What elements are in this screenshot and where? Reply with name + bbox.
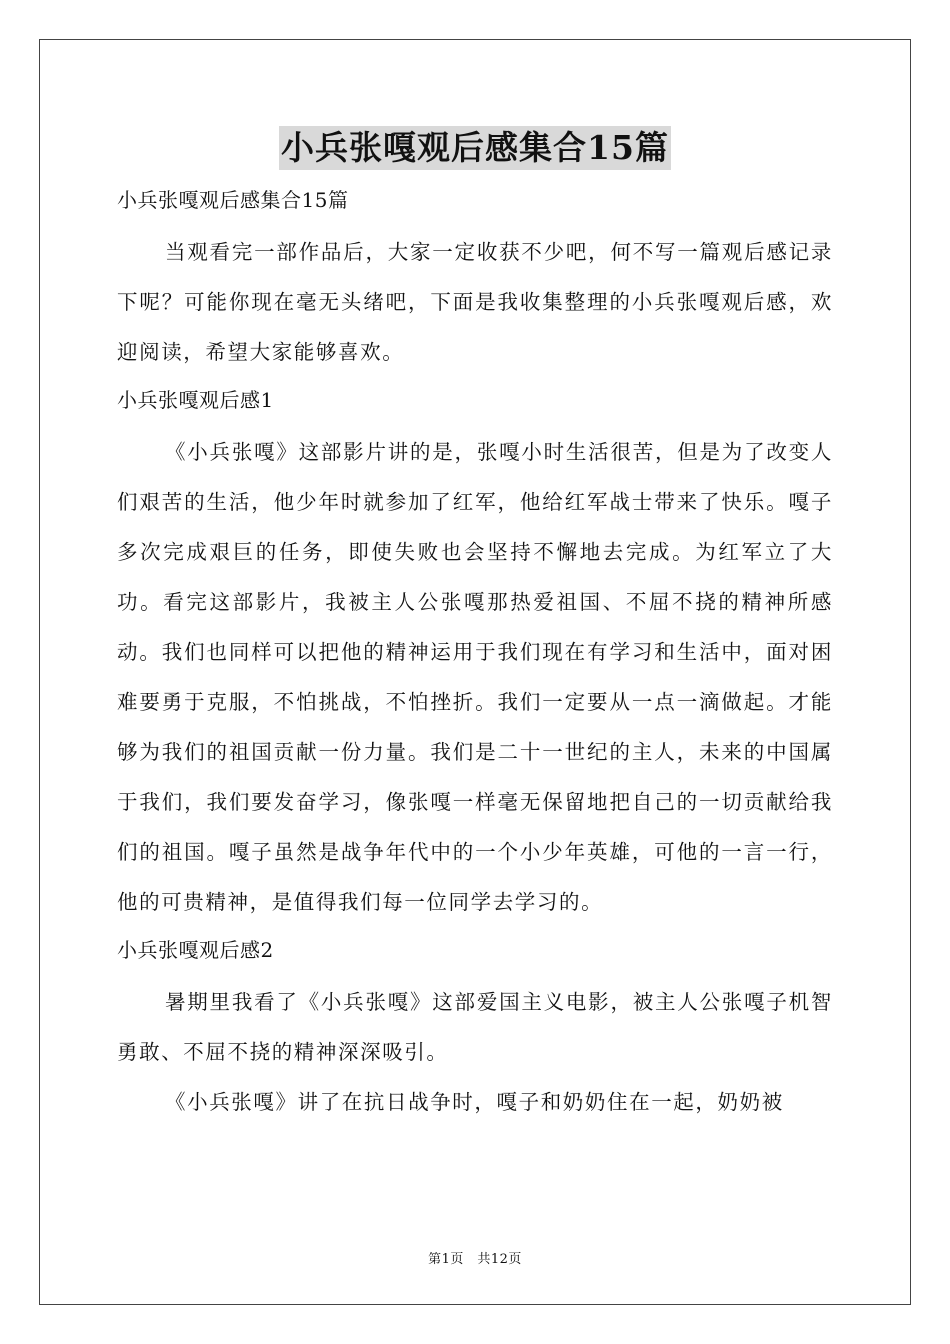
- intro-paragraph: 当观看完一部作品后，大家一定收获不少吧，何不写一篇观后感记录下呢？可能你现在毫无头绪吧，下面是我收集整理的小兵张嘎观后感，欢迎阅读，希望大家能够喜欢。: [117, 240, 833, 364]
- title-wrap: [0, 126, 950, 170]
- document-body: [117, 183, 833, 1127]
- page-footer: 第1页 共12页: [428, 1252, 522, 1267]
- section-2-paragraph-2: 《小兵张嘎》讲了在抗日战争时，嘎子和奶奶住在一起，奶奶被: [165, 1090, 784, 1114]
- document-subtitle: 小兵张嘎观后感集合15篇: [117, 188, 349, 212]
- section-2-paragraph-1: 暑期里我看了《小兵张嘎》这部爱国主义电影，被主人公张嘎子机智勇敢、不屈不挠的精神深深吸引。: [117, 990, 833, 1064]
- section-heading-2: 小兵张嘎观后感2: [117, 938, 274, 962]
- section-1-paragraph-1: 《小兵张嘎》这部影片讲的是，张嘎小时生活很苦，但是为了改变人们艰苦的生活，他少年时就参加了红军，他给红军战士带来了快乐。嘎子多次完成艰巨的任务，即使失败也会坚持不懈地去完成。为红军立了大功。看完这部影片，我被主人公张嘎那热爱祖国、不屈不挠的精神所感动。我们也同样可以把他的精神运用于我们现在有学习和生活中，面对困难要勇于克服，不怕挑战，不怕挫折。我们一定要从一点一滴做起。才能够为我们的祖国贡献一份力量。我们是二十一世纪的主人，未来的中国属于我们，我们要发奋学习，像张嘎一样毫无保留地把自己的一切贡献给我们的祖国。嘎子虽然是战争年代中的一个小少年英雄，可他的一言一行，他的可贵精神，是值得我们每一位同学去学习的。: [117, 440, 833, 914]
- section-heading-1: 小兵张嘎观后感1: [117, 388, 274, 412]
- document-title: 小兵张嘎观后感集合15篇: [279, 126, 671, 170]
